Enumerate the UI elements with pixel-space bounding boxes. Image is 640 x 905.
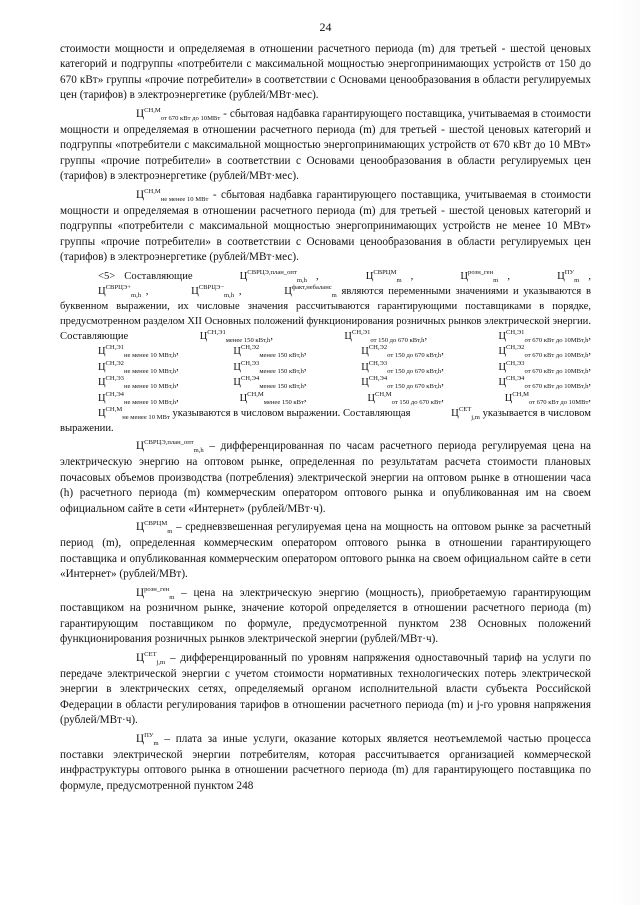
- symbol-base: Ц: [451, 407, 459, 419]
- separator: ,: [303, 392, 330, 404]
- symbol-sub: от 150 до 670 кВт,h: [387, 367, 442, 375]
- separator: ,: [176, 346, 196, 358]
- symbol-sup: розн_ген: [468, 268, 494, 276]
- symbol-base: Ц: [136, 107, 145, 120]
- price-symbol: [461, 330, 589, 344]
- list2-item: [306, 328, 461, 344]
- symbol-sup: СВРЦЭ+: [105, 283, 131, 291]
- symbol-sup: СВРЦМ: [373, 268, 397, 276]
- price-symbol: [153, 284, 234, 299]
- list2-item: [202, 390, 330, 406]
- symbol-base: Ц: [361, 377, 369, 389]
- price-symbol: [202, 392, 304, 406]
- paragraph-3: [60, 188, 591, 266]
- symbol-sub: от 150 до 670 кВт,h: [370, 336, 425, 344]
- symbol-sup: факт,небаланс: [291, 283, 332, 291]
- paragraph-5: [60, 439, 591, 517]
- paragraph-5-text: – дифференцированная по часам расчетного периода регулируемая цена на электрическую энергию на оптовом рынке, определенная по результатам расчета стоимости плановых почасовых объемов производства (потребления) электрической энергии на оптовом рынке в отношении часа (h) расчетного периода (m) коммерческим оператором оптового рынка и опубликованная им на своем официальном сайте в сети «Интернет» (рублей/МВт·ч).: [60, 440, 591, 515]
- symbol-base: Ц: [361, 346, 369, 358]
- paragraph-2-text: - сбытовая надбавка гарантирующего поставщика, учитываемая в стоимости мощности и определяемая в отношении расчетного периода (m) для третьей - шестой ценовых категорий и подгруппы «потребители с максимальной мощностью энергопринимающих устройств от 670 кВт до 10 МВт» группы «прочие потребители» в соответствии с Основами ценообразования в области регулируемых цен (тарифов) в электроэнергетике (рублей/МВт·мес).: [60, 107, 591, 183]
- paragraph-8: [60, 651, 591, 729]
- symbol-sup: СН,Э1: [506, 328, 525, 336]
- symbol-base: Ц: [365, 270, 374, 282]
- symbol-sup: СН,Э4: [240, 375, 260, 383]
- symbol-base: Ц: [557, 270, 565, 282]
- page-number: 24: [319, 20, 332, 34]
- list2-item: [195, 344, 324, 360]
- symbol-sub: m,h: [130, 291, 142, 299]
- symbol-base: Ц: [498, 330, 507, 342]
- list2-item: [195, 375, 324, 391]
- list1-item: [246, 283, 341, 299]
- list1-item: [202, 268, 319, 284]
- list2-item: [329, 390, 467, 406]
- paragraph-6: [60, 520, 591, 582]
- symbol-sup: СН,М: [512, 390, 529, 398]
- symbol-price-set-tariff: [98, 651, 165, 667]
- separator: ,: [424, 330, 461, 342]
- list2-item: [323, 375, 461, 391]
- list2-item: [467, 390, 591, 406]
- symbol-sub: m: [153, 740, 159, 748]
- price-symbol: [323, 361, 441, 375]
- list2-item: [461, 375, 592, 391]
- list2-item: [461, 359, 592, 375]
- symbol-base: Ц: [233, 346, 241, 358]
- symbol-sup: СН,Э3: [105, 375, 124, 383]
- symbol-sub: m: [493, 276, 499, 284]
- symbol-sub: m,h: [224, 291, 235, 299]
- price-symbol: [60, 345, 176, 359]
- symbol-base: Ц: [191, 285, 199, 297]
- list2-item: [461, 344, 592, 360]
- symbol-sub: менее 150 кВт: [263, 398, 304, 406]
- document-page: [60, 20, 591, 794]
- symbol-sub: не менее 10 МВт,h: [123, 398, 177, 406]
- symbol-sub: m: [331, 291, 337, 299]
- price-symbol: [162, 330, 271, 344]
- symbol-sub: от 670 кВт до 10МВт: [160, 114, 221, 122]
- symbol-sub: менее 150 кВт,h: [259, 352, 304, 360]
- symbol-base: Ц: [98, 346, 106, 358]
- separator: ,: [270, 330, 307, 342]
- symbol-sub: не менее 10 МВт: [160, 195, 209, 203]
- symbol-sup: СН,М: [247, 390, 264, 398]
- paragraph-1: стоимости мощности и определяемая в отношении расчетного периода (m) для третьей - шестой ценовых категорий и подгруппы «потребители с максимальной мощностью энергопринимающих устройств от 150 до 670 кВт» группы «прочие потребители» в соответствии с Основами ценообразования в области регулируемых цен (тарифов) в электроэнергетике (рублей/МВт·мес).: [60, 42, 591, 102]
- symbol-base: Ц: [239, 270, 248, 282]
- price-symbol: [246, 284, 337, 299]
- list2-item: [60, 359, 196, 375]
- symbol-sub: от 150 до 670 кВт,h: [387, 383, 442, 391]
- list1-item: [60, 283, 149, 299]
- paragraph-4-middle: указываются в числовом выражении. Составляющая: [172, 407, 414, 419]
- list2-item: [195, 359, 324, 375]
- symbol-sup: СН,М: [144, 106, 161, 114]
- symbol-price-sn-m-10mw: [98, 188, 208, 204]
- price-symbol: [60, 284, 141, 299]
- paragraph-7: [60, 586, 591, 648]
- symbol-sub: не менее 10 МВт: [122, 413, 170, 421]
- symbol-sub: j,m: [471, 413, 480, 421]
- symbol-sup: СН,Э2: [506, 344, 525, 352]
- price-symbol: [323, 376, 441, 390]
- price-symbol: [329, 392, 441, 406]
- paragraph-4-lead: <5> Составляющие: [98, 270, 202, 282]
- symbol-sub: от 670 кВт до 10МВт,h: [524, 383, 589, 391]
- symbol-base: Ц: [98, 407, 106, 419]
- price-symbol: [461, 376, 589, 390]
- list1-item: [519, 268, 592, 284]
- separator: ,: [579, 270, 592, 282]
- price-symbol: [195, 345, 304, 359]
- symbol-base: Ц: [460, 270, 469, 282]
- separator: ,: [176, 377, 196, 389]
- separator: ,: [441, 361, 461, 373]
- symbol-sub: не менее 10 МВт,h: [123, 352, 177, 360]
- price-symbol: [467, 392, 589, 406]
- symbol-sup: СН,Э3: [368, 359, 388, 367]
- price-symbol: [323, 345, 441, 359]
- symbol-base: Ц: [361, 361, 369, 373]
- separator: ,: [498, 270, 510, 282]
- list2-item: [60, 344, 196, 360]
- symbol-sub: m: [396, 276, 402, 284]
- separator: ,: [588, 330, 591, 342]
- symbol-sup: СН,М: [374, 390, 392, 398]
- symbol-sup: СН,Э3: [506, 359, 525, 367]
- symbol-base: Ц: [136, 521, 145, 534]
- symbol-base: Ц: [98, 392, 106, 404]
- symbol-base: Ц: [98, 377, 106, 389]
- price-symbol: [202, 269, 307, 284]
- symbol-sup: СН,Э1: [105, 344, 124, 352]
- separator: ,: [234, 285, 242, 297]
- paragraph-3-text: - сбытовая надбавка гарантирующего поставщика, учитываемая в стоимости мощности и определяемая в отношении расчетного периода (m) для третьей - шестой ценовых категорий и подгруппы «потребители с максимальной мощностью энергопринимающих устройств не менее 10 МВт» группы «прочие потребители» в соответствии с Основами ценообразования в области регулируемых цен (тарифов) в электроэнергетике (рублей/МВт·мес).: [60, 188, 591, 264]
- separator: ,: [303, 361, 324, 373]
- list2-item: [162, 328, 307, 344]
- symbol-sup: СН,Э2: [368, 344, 388, 352]
- symbol-sup: СЕТ: [458, 405, 472, 413]
- symbol-base: Ц: [136, 652, 145, 665]
- symbol-base: Ц: [498, 361, 507, 373]
- paragraph-4-tail: указывается в числовом выражении.: [60, 407, 591, 435]
- separator: ,: [176, 392, 202, 404]
- separator: ,: [588, 346, 591, 358]
- symbol-sup: ПУ: [144, 732, 154, 740]
- price-symbol: [60, 361, 176, 375]
- list1-item: [328, 268, 414, 284]
- paragraph-6-text: – средневзвешенная регулируемая цена на мощность на оптовом рынке за расчетный период (m), определенная коммерческим оператором оптового рынка в отношении гарантирующего поставщика и опубликованная коммерческим оператором оптового рынка на своем официальном сайте в сети «Интернет» (рублей/МВт).: [60, 521, 591, 581]
- symbol-sub: от 150 до 670 кВт,h: [387, 352, 442, 360]
- price-symbol: [328, 269, 402, 284]
- price-symbol: [461, 345, 589, 359]
- separator: ,: [441, 392, 467, 404]
- symbol-base: Ц: [498, 346, 507, 358]
- symbol-sup: СН,Э2: [240, 344, 260, 352]
- symbol-sub: не менее 10 МВт,h: [123, 367, 177, 375]
- symbol-sup: СВРЦЭ−: [198, 283, 225, 291]
- symbol-sup: ПУ: [564, 268, 575, 276]
- symbol-base: Ц: [233, 361, 241, 373]
- symbol-sub: m,h: [193, 447, 204, 455]
- symbol-base: Ц: [498, 377, 507, 389]
- symbol-sup: СВРЦМ: [144, 520, 168, 528]
- symbol-sup: СН,Э4: [105, 390, 124, 398]
- symbol-price-svrcm: [98, 520, 172, 536]
- separator: ,: [441, 377, 461, 389]
- separator: ,: [441, 346, 461, 358]
- symbol-base: Ц: [136, 733, 145, 746]
- symbol-sub: m: [167, 528, 173, 536]
- price-symbol: [60, 392, 176, 406]
- symbol-base: Ц: [136, 188, 145, 201]
- symbol-sub: от 670 кВт до 10МВт,h: [524, 352, 589, 360]
- symbol-sub: j,m: [156, 659, 166, 667]
- symbol-base: Ц: [233, 377, 241, 389]
- symbol-base: Ц: [344, 330, 352, 342]
- list2-item: [60, 375, 196, 391]
- symbol-base: Ц: [136, 586, 145, 599]
- list2-item: [461, 328, 592, 344]
- paragraph-8-text: – дифференцированный по уровням напряжения одноставочный тариф на услуги по передаче электрической энергии с учетом стоимости нормативных технологических потерь электрической энергии в электрических сетях, определяемый органом исполнительной власти субъекта Российской Федерации в области регулирования тарифов в отношении расчетного периода (m) и j-го уровня напряжения (рублей/МВт·ч).: [60, 652, 591, 727]
- symbol-sub: m: [169, 593, 175, 601]
- scan-edge: [612, 0, 640, 905]
- paragraph-4-body: являются переменными значениями и указываются в буквенном выражении, их числовые значения рассчитываются гарантирующими поставщиками в порядке, предусмотренном разделом XII Основных положений функционирования розничных рынков электрической энергии. Составляющие: [60, 285, 592, 342]
- paragraph-9-text: – плата за иные услуги, оказание которых является неотъемлемой частью процесса поставки электрической энергии потребителям, которая рассчитывается организацией коммерческой инфраструктуры оптового рынка в отношении расчетного периода (m) для гарантирующего поставщика по формуле, предусмотренной пунктом 248: [60, 733, 591, 792]
- paragraph-4: [60, 269, 591, 436]
- symbol-sup: СН,Э1: [351, 328, 371, 336]
- symbol-sup: СЕТ: [144, 651, 157, 659]
- symbol-base: Ц: [367, 392, 375, 404]
- separator: ,: [303, 346, 324, 358]
- symbol-sup: СН,Э2: [105, 359, 124, 367]
- list2-item: [323, 359, 461, 375]
- symbol-sub: менее 150 кВт,h: [259, 383, 304, 391]
- symbol-base: Ц: [98, 285, 106, 297]
- separator: ,: [303, 377, 324, 389]
- symbol-base: Ц: [284, 285, 292, 297]
- separator: ,: [588, 377, 591, 389]
- list1-item: [422, 268, 510, 284]
- symbol-sup: СН,Э4: [506, 375, 525, 383]
- symbol-base: Ц: [239, 392, 248, 404]
- symbol-sub: менее 150 кВт,h: [259, 367, 304, 375]
- symbol-base: Ц: [136, 440, 145, 453]
- separator: ,: [401, 270, 414, 282]
- separator: ,: [588, 392, 591, 404]
- price-symbol: [422, 269, 498, 284]
- price-symbol: [195, 361, 304, 375]
- price-symbol: [519, 269, 579, 284]
- symbol-sup: СН,Э4: [368, 375, 388, 383]
- symbol-sup: СВРЦЭ,план_опт: [247, 268, 297, 276]
- symbol-price-rozn-gen: [98, 586, 174, 602]
- symbol-sup: СН,Э3: [240, 359, 260, 367]
- paragraph-7-text: – цена на электрическую энергию (мощность), приобретаемую гарантирующим поставщиком на розничном рынке, значение которой определяется в отношении расчетного периода (m) гарантирующим поставщиком по формуле, предусмотренной пунктом 238 Основных положений функционирования розничных рынков электрической энергии (рублей/МВт·ч).: [60, 586, 591, 646]
- symbol-sup: розн_ген: [144, 585, 170, 593]
- symbol-price-pu: [98, 732, 159, 748]
- symbol-price-sn-m-670: [98, 107, 220, 123]
- list2-item: [60, 405, 170, 421]
- list2-item: [60, 390, 202, 406]
- symbol-sup: СН,М: [144, 187, 161, 195]
- price-symbol: [195, 376, 304, 390]
- separator: ,: [306, 270, 319, 282]
- symbol-sup: СВРЦЭ,план_опт: [144, 439, 194, 447]
- symbol-base: Ц: [504, 392, 513, 404]
- symbol-base: Ц: [98, 361, 106, 373]
- symbol-price-svrce-plan: [98, 439, 204, 455]
- price-symbol: [306, 330, 424, 344]
- symbol-sub: от 150 до 670 кВт: [391, 398, 442, 406]
- list2-item: [323, 344, 461, 360]
- symbol-sub: m: [574, 276, 580, 284]
- list1-item: [153, 283, 242, 299]
- symbol-sub: от 670 кВт до 10МВт,h: [524, 336, 589, 344]
- symbol-sub: от 670 кВт до 10МВт,h: [524, 367, 589, 375]
- symbol-sup: СН,Э1: [207, 328, 226, 336]
- paragraph-9: [60, 732, 591, 794]
- symbol-base: Ц: [199, 330, 208, 342]
- price-symbol: [60, 376, 176, 390]
- symbol-sub: m,h: [296, 276, 307, 284]
- price-symbol: [60, 407, 170, 421]
- symbol-price-set: [413, 406, 480, 421]
- symbol-sub: не менее 10 МВт,h: [123, 383, 177, 391]
- symbol-sub: менее 150 кВт,h: [225, 336, 271, 344]
- separator: ,: [176, 361, 196, 373]
- symbol-sub: от 670 кВт до 10МВт: [528, 398, 589, 406]
- separator: ,: [141, 285, 149, 297]
- price-symbol: [461, 361, 589, 375]
- symbol-sup: СН,М: [105, 405, 123, 413]
- separator: ,: [588, 361, 591, 373]
- paragraph-2: [60, 107, 591, 185]
